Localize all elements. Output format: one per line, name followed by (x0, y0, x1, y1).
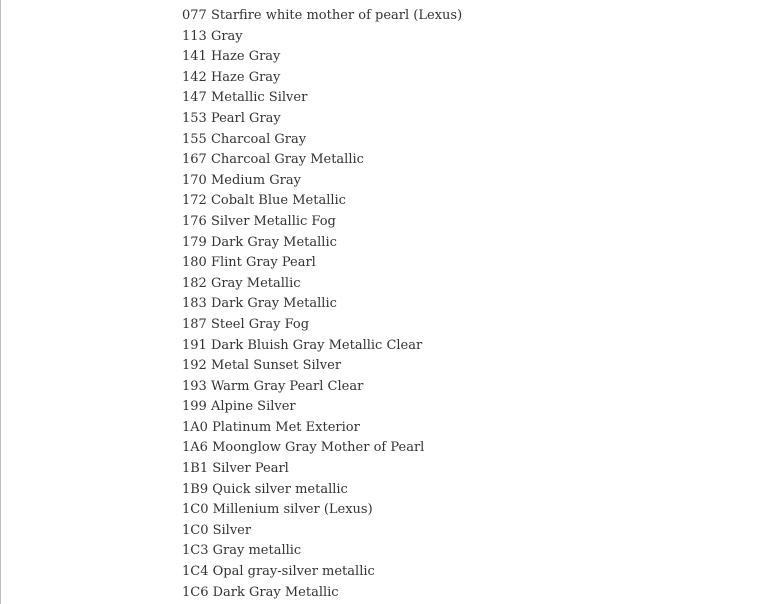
color-list-item: 179 Dark Gray Metallic (182, 234, 337, 250)
color-list-item: 170 Medium Gray (182, 172, 301, 188)
color-list-item: 167 Charcoal Gray Metallic (182, 152, 364, 168)
color-list-item: 176 Silver Metallic Fog (182, 213, 336, 229)
color-list-item: 1A6 Moonglow Gray Mother of Pearl (182, 440, 425, 456)
color-list-item: 113 Gray (182, 28, 243, 44)
color-list-item: 141 Haze Gray (182, 49, 281, 65)
color-list-item: 187 Steel Gray Fog (182, 316, 310, 332)
left-border (0, 0, 1, 604)
color-list-item: 1C3 Gray metallic (182, 543, 302, 559)
color-list-item: 1C0 Silver (182, 522, 252, 538)
color-list-item: 191 Dark Bluish Gray Metallic Clear (182, 337, 423, 353)
color-list-item: 155 Charcoal Gray (182, 131, 307, 147)
color-list-item: 1B1 Silver Pearl (182, 461, 289, 477)
color-list-item: 1C0 Millenium silver (Lexus) (182, 502, 373, 518)
color-list-item: 193 Warm Gray Pearl Clear (182, 378, 364, 394)
color-list-item: 1A0 Platinum Met Exterior (182, 419, 360, 435)
color-list-item: 180 Flint Gray Pearl (182, 255, 316, 271)
color-list-item: 172 Cobalt Blue Metallic (182, 193, 346, 209)
color-list-item: 142 Haze Gray (182, 69, 281, 85)
color-list-item: 1B9 Quick silver metallic (182, 481, 348, 497)
color-list-item: 153 Pearl Gray (182, 110, 281, 126)
color-list-item: 182 Gray Metallic (182, 275, 301, 291)
color-list-item: 199 Alpine Silver (182, 399, 296, 415)
color-list-item: 183 Dark Gray Metallic (182, 296, 337, 312)
color-list-item: 077 Starfire white mother of pearl (Lexus) (182, 8, 463, 23)
color-list-item: 1C4 Opal gray-silver metallic (182, 564, 375, 580)
color-list-item: 1C6 Dark Gray Metallic (182, 584, 339, 600)
paint-color-list (182, 6, 462, 603)
color-list-item: 147 Metallic Silver (182, 90, 308, 106)
color-list-item: 192 Metal Sunset Silver (182, 358, 342, 374)
